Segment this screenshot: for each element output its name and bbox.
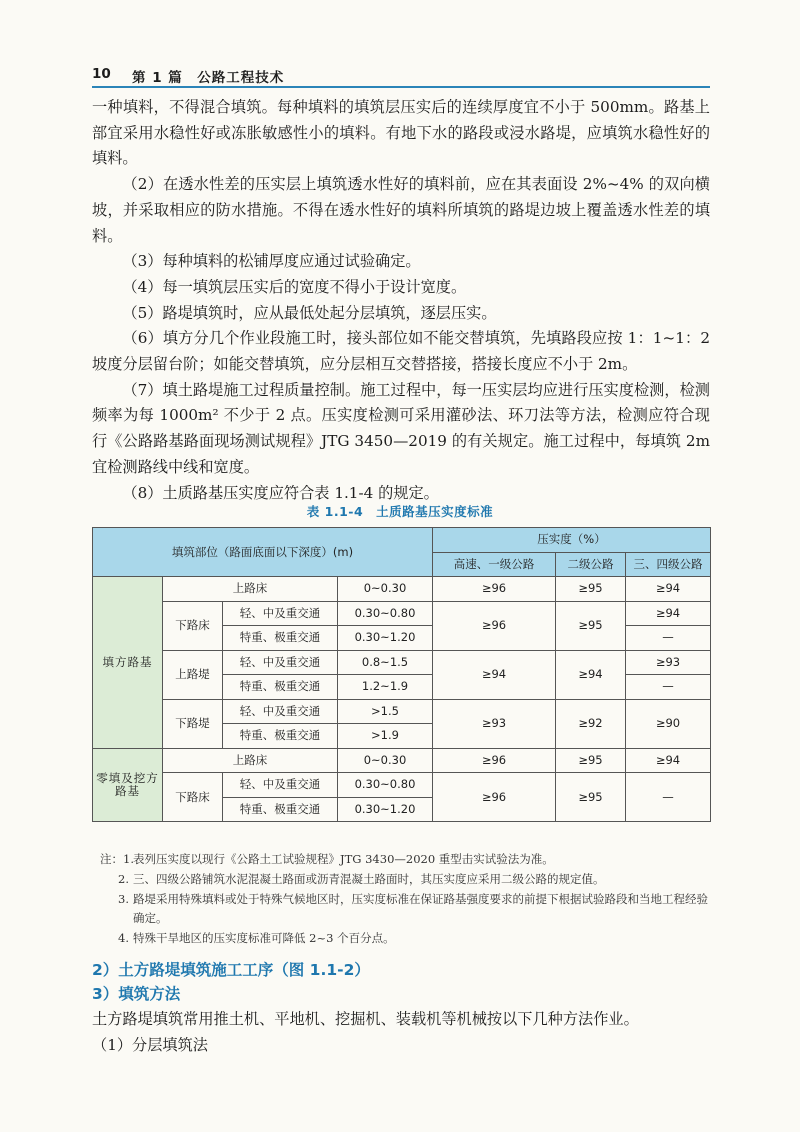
note-marker: 2. — [118, 871, 129, 886]
note-3 — [100, 890, 710, 930]
paragraph-2: （2）在透水性差的压实层上填筑透水性好的填料前，应在其表面设 2%~4% 的双向横坡，并采取相应的防水措施。不得在透水性好的填料所填筑的路堤边坡上覆盖透水性差的填料。 — [92, 175, 710, 245]
tail-paragraph-1: 土方路堤填筑常用推土机、平地机、挖掘机、装载机等机械按以下几种方法作业。 — [92, 1010, 639, 1028]
table-row — [93, 699, 711, 724]
tail-paragraph-2: （1）分层填筑法 — [92, 1035, 208, 1054]
header-class-3: 三、四级公路 — [626, 552, 711, 577]
chapter-title: 第 1 篇 公路工程技术 — [132, 70, 285, 86]
section-upper-bed: 上路床 — [163, 577, 338, 602]
note-marker: 3. — [118, 891, 129, 906]
value-cell: ≥94 — [556, 650, 626, 699]
depth-cell: 0.30~1.20 — [338, 626, 433, 651]
traffic-cell: 轻、中及重交通 — [223, 650, 338, 675]
body-text — [92, 95, 710, 506]
traffic-cell: 特重、极重交通 — [223, 626, 338, 651]
value-cell: ≥96 — [433, 577, 556, 602]
value-cell: ≥94 — [433, 650, 556, 699]
depth-cell: 1.2~1.9 — [338, 675, 433, 700]
value-cell: ≥95 — [556, 748, 626, 773]
note-1 — [100, 850, 710, 870]
page-header — [92, 62, 710, 88]
header-rule — [92, 86, 710, 88]
traffic-cell: 轻、中及重交通 — [223, 699, 338, 724]
table-row — [93, 748, 711, 773]
paragraph-4: （4）每一填筑层压实后的宽度不得小于设计宽度。 — [122, 277, 467, 296]
note-4 — [100, 929, 710, 949]
depth-cell: 0.8~1.5 — [338, 650, 433, 675]
header-compaction: 压实度（%） — [433, 528, 711, 553]
tail-text — [92, 1007, 710, 1058]
paragraph-8: （8）土质路基压实度应符合表 1.1-4 的规定。 — [122, 483, 439, 502]
traffic-cell: 特重、极重交通 — [223, 797, 338, 822]
depth-cell: 0.30~0.80 — [338, 601, 433, 626]
group-fill-subgrade: 填方路基 — [93, 577, 163, 749]
value-cell: ≥96 — [433, 773, 556, 822]
header-class-1: 高速、一级公路 — [433, 552, 556, 577]
section-lower-bed: 下路床 — [163, 773, 223, 822]
section-upper-bed: 上路床 — [163, 748, 338, 773]
header-class-2: 二级公路 — [556, 552, 626, 577]
group-zero-fill-cut: 零填及挖方路基 — [93, 748, 163, 822]
table-notes — [100, 850, 710, 949]
value-cell: ≥95 — [556, 601, 626, 650]
depth-cell: 0.30~1.20 — [338, 797, 433, 822]
section-heading-2: 2）土方路堤填筑施工工序（图 1.1-2） — [92, 961, 370, 979]
note-text: 路堤采用特殊填料或处于特殊气候地区时，压实度标准在保证路基强度要求的前提下根据试验路段和当地工程经验确定。 — [133, 891, 708, 926]
depth-cell: >1.5 — [338, 699, 433, 724]
note-text: 表列压实度以现行《公路土工试验规程》JTG 3430—2020 重型击实试验法为准。 — [133, 852, 554, 866]
section-upper-embankment: 上路堤 — [163, 650, 223, 699]
paragraph-3: （3）每种填料的松铺厚度应通过试验确定。 — [122, 252, 421, 271]
value-cell: ≥95 — [556, 577, 626, 602]
value-cell: ≥90 — [626, 699, 711, 748]
value-cell: ≥94 — [626, 577, 711, 602]
value-cell: ≥95 — [556, 773, 626, 822]
value-cell: ≥93 — [433, 699, 556, 748]
value-cell: ≥96 — [433, 601, 556, 650]
section-heading-3: 3）填筑方法 — [92, 985, 181, 1003]
traffic-cell: 轻、中及重交通 — [223, 601, 338, 626]
traffic-cell: 轻、中及重交通 — [223, 773, 338, 798]
depth-cell: 0.30~0.80 — [338, 773, 433, 798]
paragraph-1: 一种填料，不得混合填筑。每种填料的填筑层压实后的连续厚度宜不小于 500mm。路基上部宜采用水稳性好或冻胀敏感性小的填料。有地下水的路段或浸水路堤，应填筑水稳性好的填料。 — [92, 98, 710, 168]
value-cell: — — [626, 773, 711, 822]
depth-cell: 0~0.30 — [338, 748, 433, 773]
value-cell: ≥96 — [433, 748, 556, 773]
note-text: 三、四级公路铺筑水泥混凝土路面或沥青混凝土路面时，其压实度应采用二级公路的规定值。 — [133, 871, 605, 886]
value-cell: ≥92 — [556, 699, 626, 748]
table-row — [93, 601, 711, 626]
table-row — [93, 773, 711, 798]
section-lower-embankment: 下路堤 — [163, 699, 223, 748]
header-position: 填筑部位（路面底面以下深度）(m) — [93, 528, 433, 577]
section-lower-bed: 下路床 — [163, 601, 223, 650]
value-cell: ≥94 — [626, 601, 711, 626]
traffic-cell: 特重、极重交通 — [223, 724, 338, 749]
page-number: 10 — [92, 66, 111, 82]
paragraph-5: （5）路堤填筑时，应从最低处起分层填筑，逐层压实。 — [122, 303, 497, 322]
depth-cell: 0~0.30 — [338, 577, 433, 602]
note-marker: 4. — [118, 931, 129, 946]
note-marker: 注：1. — [100, 852, 134, 866]
value-cell: — — [626, 675, 711, 700]
compaction-table — [92, 527, 711, 822]
table-row — [93, 650, 711, 675]
paragraph-7: （7）填土路堤施工过程质量控制。施工过程中，每一压实层均应进行压实度检测，检测频率为每 1000m² 不少于 2 点。压实度检测可采用灌砂法、环刀法等方法，检测应符合现行《公路路基路面现场测试规程》JTG 3450—2019 的有关规定。施工过程中，每填筑 2m 宜检测路线中线和宽度。 — [92, 380, 710, 476]
depth-cell: >1.9 — [338, 724, 433, 749]
table-row — [93, 577, 711, 602]
value-cell: ≥93 — [626, 650, 711, 675]
table-caption: 表 1.1-4 土质路基压实度标准 — [306, 504, 494, 519]
traffic-cell: 特重、极重交通 — [223, 675, 338, 700]
note-text: 特殊干旱地区的压实度标准可降低 2~3 个百分点。 — [133, 931, 395, 946]
paragraph-6: （6）填方分几个作业段施工时，接头部位如不能交替填筑，先填路段应按 1：1~1：2 坡度分层留台阶；如能交替填筑，应分层相互交替搭接，搭接长度应不小于 2m。 — [92, 329, 710, 374]
note-2 — [100, 870, 710, 890]
value-cell: — — [626, 626, 711, 651]
value-cell: ≥94 — [626, 748, 711, 773]
